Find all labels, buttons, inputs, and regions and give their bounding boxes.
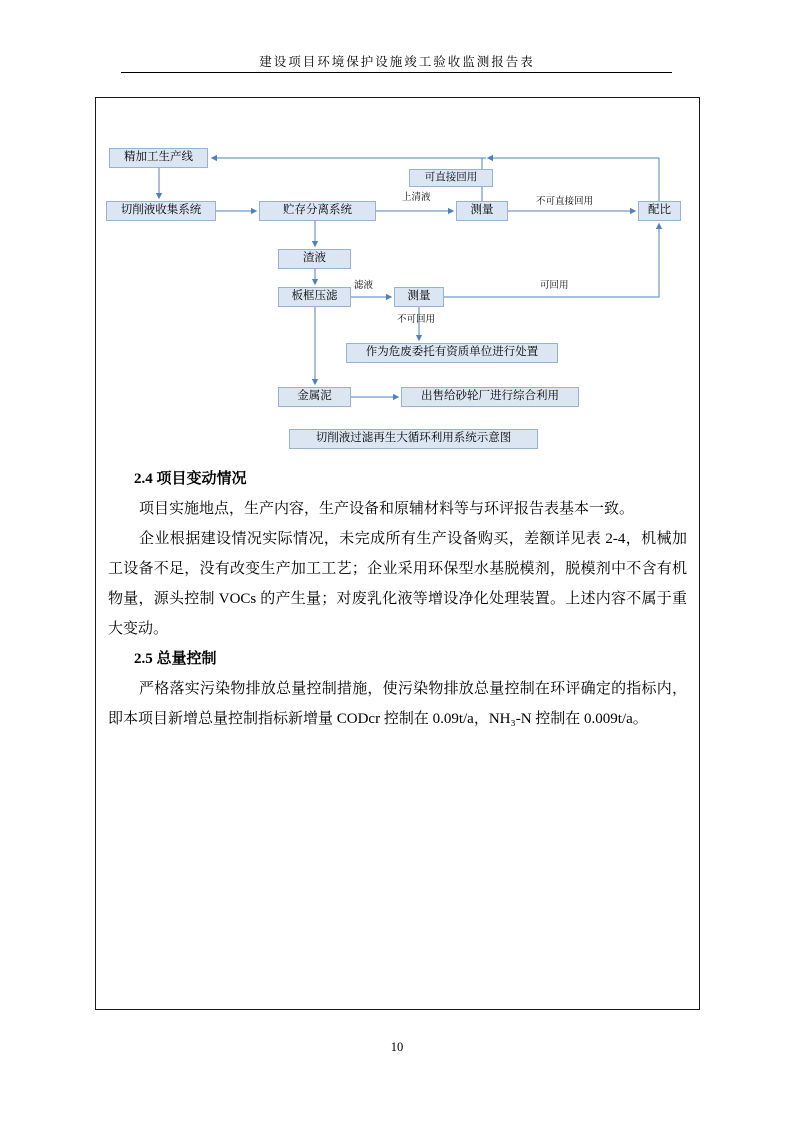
flowchart [96, 98, 701, 463]
node-measure-top: 测量 [456, 201, 508, 221]
label-not-direct-reuse: 不可直接回用 [536, 197, 594, 207]
node-measure-bottom: 测量 [394, 287, 444, 307]
node-hazardous-waste-disposal: 作为危废委托有资质单位进行处置 [346, 343, 558, 363]
label-box-direct-reuse: 可直接回用 [409, 169, 493, 187]
paragraph: 项目实施地点，生产内容，生产设备和原辅材料等与环评报告表基本一致。 [139, 501, 635, 517]
page-number: 10 [390, 1040, 404, 1054]
label-not-reusable: 不可回用 [397, 315, 436, 325]
label-supernatant: 上清液 [402, 193, 431, 203]
header-rule [121, 72, 672, 73]
node-sell-to-wheel-factory: 出售给砂轮厂进行综合利用 [401, 387, 579, 407]
node-storage-separation: 贮存分离系统 [259, 201, 376, 221]
paragraph: 严格落实污染物排放总量控制措施，使污染物排放总量控制在环评确定的指标内，即本项目新增总量控制指标新增量 CODcr 控制在 0.09t/a，NH₃-N 控制在 0.009t/a。 [108, 681, 687, 727]
paragraph: 企业根据建设情况实际情况，未完成所有生产设备购买，差额详见表 2-4，机械加工设备不足，没有改变生产加工工艺；企业采用环保型水基脱模剂，脱模剂中不含有机物量，源头控制 VOCs 的产生量；对废乳化液等增设净化处理装置。上述内容不属于重大变动。 [108, 531, 687, 637]
node-production-line: 精加工生产线 [109, 148, 208, 168]
section-heading-2-5: 2.5 总量控制 [134, 651, 217, 667]
flowchart-caption: 切削液过滤再生大循环利用系统示意图 [289, 429, 538, 449]
node-slag-liquid: 渣液 [278, 249, 351, 269]
node-metal-sludge: 金属泥 [278, 387, 351, 407]
header-title: 建设项目环境保护设施竣工验收监测报告表 [259, 55, 535, 69]
label-reusable: 可回用 [540, 281, 569, 291]
section-heading-2-4: 2.4 项目变动情况 [134, 471, 247, 487]
node-ratio-mixing: 配比 [638, 201, 681, 221]
content-box [95, 97, 700, 1010]
node-collection-system: 切削液收集系统 [106, 201, 216, 221]
node-plate-frame-filter: 板框压滤 [278, 287, 351, 307]
text-body [108, 464, 687, 734]
label-filtrate: 滤液 [354, 281, 374, 291]
